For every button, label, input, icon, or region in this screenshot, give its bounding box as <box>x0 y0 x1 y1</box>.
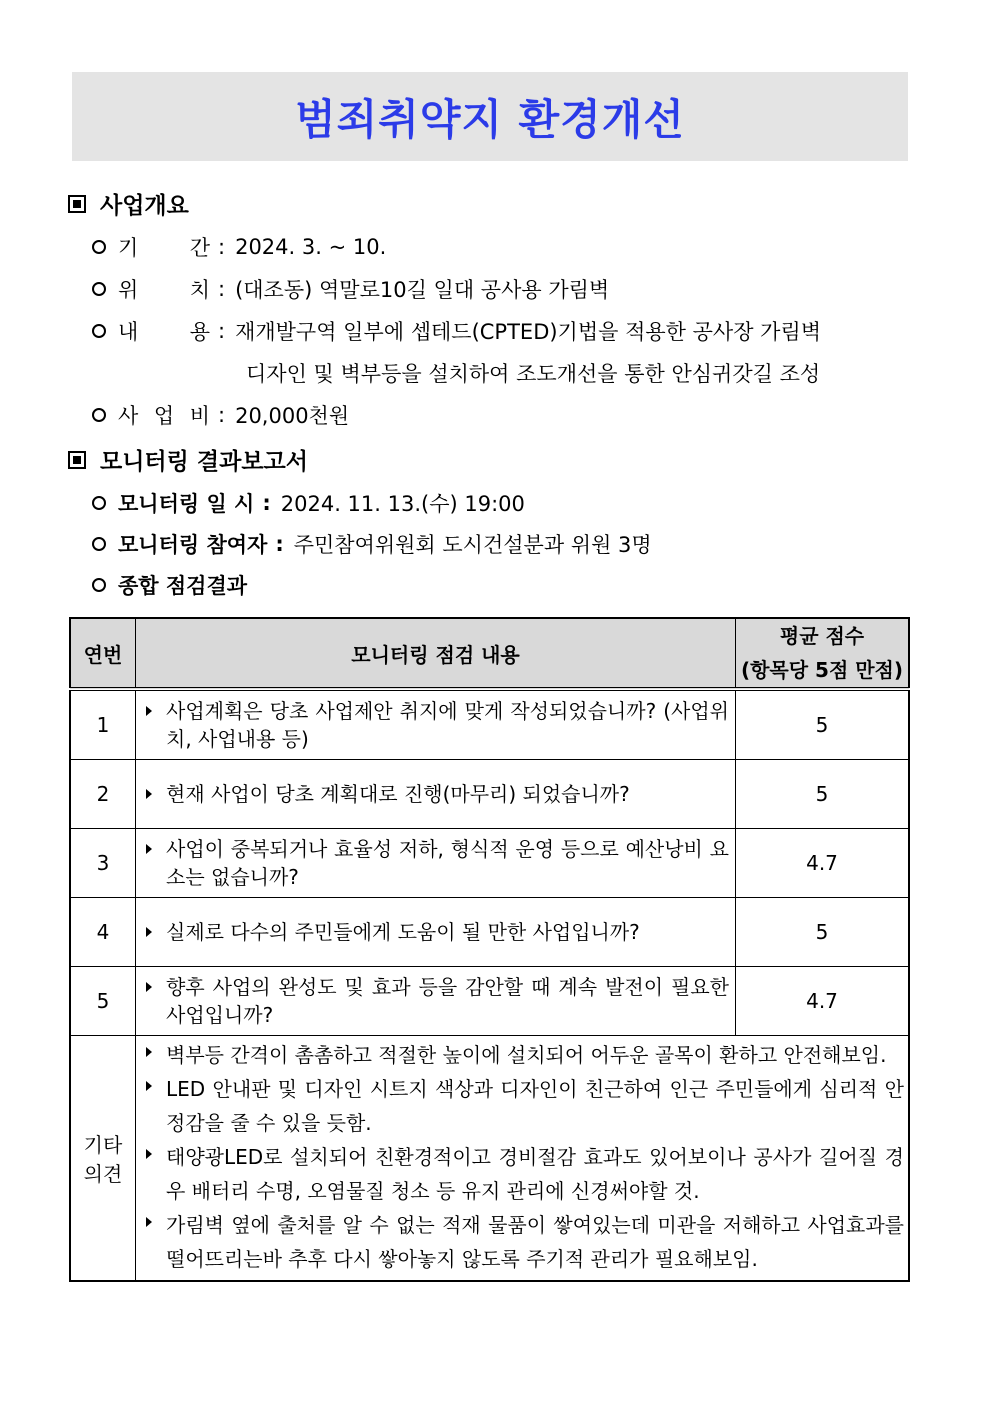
field-label: 사 업 비 <box>118 404 210 428</box>
square-bullet-icon <box>68 195 86 213</box>
circle-bullet-icon <box>92 324 106 338</box>
row-score: 4.7 <box>736 967 910 1036</box>
field-label: 모니터링 일 시 <box>118 492 255 516</box>
row-no: 3 <box>70 829 136 898</box>
row-content: 사업계획은 당초 사업제안 취지에 맞게 작성되었습니까? (사업위치, 사업내용 등) <box>136 689 736 760</box>
section-title: 사업개요 <box>100 193 189 219</box>
row-score: 5 <box>736 689 910 760</box>
row-no: 5 <box>70 967 136 1036</box>
field-value: 주민참여위원회 도시건설분과 위원 3명 <box>293 533 652 557</box>
title-banner <box>72 72 908 161</box>
row-content: 실제로 다수의 주민들에게 도움이 될 만한 사업입니까? <box>136 898 736 967</box>
report-summary <box>92 570 247 600</box>
field-label: 내 용 <box>118 320 210 344</box>
field-value: 재개발구역 일부에 셉테드(CPTED)기법을 적용한 공사장 가림벽 <box>235 320 822 344</box>
field-label: 기 간 <box>118 236 210 260</box>
row-score: 5 <box>736 898 910 967</box>
row-content: 향후 사업의 완성도 및 효과 등을 감안할 때 계속 발전이 필요한 사업입니까? <box>136 967 736 1036</box>
table-row <box>70 760 909 829</box>
circle-bullet-icon <box>92 578 106 592</box>
overview-period: 기 간 : 2024. 3. ~ 10. <box>92 232 386 262</box>
table-row <box>70 689 909 760</box>
remarks-content <box>136 1036 910 1282</box>
triangle-bullet-icon <box>146 1149 152 1159</box>
remark-item: 벽부등 간격이 촘촘하고 적절한 높이에 설치되어 어두운 골목이 환하고 안전해보임. <box>136 1038 908 1072</box>
circle-bullet-icon <box>92 408 106 422</box>
table-header-row <box>70 618 909 689</box>
row-no: 1 <box>70 689 136 760</box>
field-value: 20,000천원 <box>235 404 350 428</box>
field-label: 위 치 <box>118 278 210 302</box>
triangle-bullet-icon <box>146 1047 152 1057</box>
field-label: 종합 점검결과 <box>118 574 248 598</box>
monitoring-table <box>69 617 910 1282</box>
triangle-bullet-icon <box>146 1217 152 1227</box>
square-bullet-icon <box>68 451 86 469</box>
table-row <box>70 898 909 967</box>
triangle-bullet-icon <box>146 1081 152 1091</box>
row-content: 사업이 중복되거나 효율성 저하, 형식적 운영 등으로 예산낭비 요소는 없습니까? <box>136 829 736 898</box>
row-score: 5 <box>736 760 910 829</box>
row-no: 2 <box>70 760 136 829</box>
circle-bullet-icon <box>92 240 106 254</box>
remarks-row <box>70 1036 909 1282</box>
header-score: 평균 점수 (항목당 5점 만점) <box>736 618 910 689</box>
report-datetime: 모니터링 일 시 : 2024. 11. 13.(수) 19:00 <box>92 488 525 518</box>
remark-item: LED 안내판 및 디자인 시트지 색상과 디자인이 친근하여 인근 주민들에게 심리적 안정감을 줄 수 있을 듯함. <box>136 1072 908 1140</box>
row-score: 4.7 <box>736 829 910 898</box>
field-label: 모니터링 참여자 <box>118 533 268 557</box>
overview-content-cont: 디자인 및 벽부등을 설치하여 조도개선을 통한 안심귀갓길 조성 <box>246 362 821 386</box>
field-value: 2024. 11. 13.(수) 19:00 <box>280 492 525 516</box>
triangle-bullet-icon <box>146 982 152 992</box>
circle-bullet-icon <box>92 537 106 551</box>
section-title: 모니터링 결과보고서 <box>100 449 308 475</box>
section-report-heading <box>68 443 308 476</box>
overview-location: 위 치 : (대조동) 역말로10길 일대 공사용 가림벽 <box>92 274 609 304</box>
page-title: 범죄취약지 환경개선 <box>295 94 685 144</box>
overview-content: 내 용 : 재개발구역 일부에 셉테드(CPTED)기법을 적용한 공사장 가림벽 <box>92 316 821 346</box>
field-value: 2024. 3. ~ 10. <box>235 235 387 259</box>
header-no: 연번 <box>70 618 136 689</box>
field-value: (대조동) 역말로10길 일대 공사용 가림벽 <box>235 278 610 302</box>
table-row <box>70 829 909 898</box>
remarks-label: 기타 의견 <box>70 1036 136 1282</box>
triangle-bullet-icon <box>146 706 152 716</box>
report-participants: 모니터링 참여자 : 주민참여위원회 도시건설분과 위원 3명 <box>92 529 652 559</box>
row-no: 4 <box>70 898 136 967</box>
overview-budget: 사 업 비 : 20,000천원 <box>92 400 349 430</box>
row-content: 현재 사업이 당초 계획대로 진행(마무리) 되었습니까? <box>136 760 736 829</box>
section-overview-heading <box>68 187 189 220</box>
remark-item: 태양광LED로 설치되어 친환경적이고 경비절감 효과도 있어보이나 공사가 길어질 경우 배터리 수명, 오염물질 청소 등 유지 관리에 신경써야할 것. <box>136 1140 908 1208</box>
circle-bullet-icon <box>92 496 106 510</box>
circle-bullet-icon <box>92 282 106 296</box>
header-content: 모니터링 점검 내용 <box>136 618 736 689</box>
triangle-bullet-icon <box>146 927 152 937</box>
triangle-bullet-icon <box>146 844 152 854</box>
remark-item: 가림벽 옆에 출처를 알 수 없는 적재 물품이 쌓여있는데 미관을 저해하고 사업효과를 떨어뜨리는바 추후 다시 쌓아놓지 않도록 주기적 관리가 필요해보임. <box>136 1208 908 1276</box>
triangle-bullet-icon <box>146 789 152 799</box>
table-row <box>70 967 909 1036</box>
